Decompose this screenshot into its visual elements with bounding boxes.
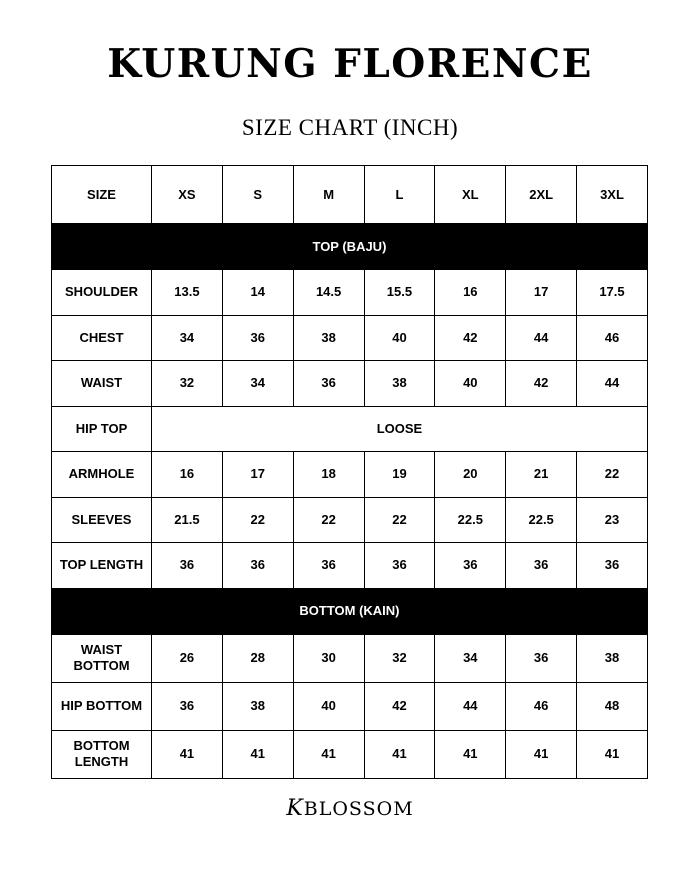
measurement-row-shoulder bbox=[52, 270, 648, 316]
measurement-value-xl: 36 bbox=[435, 543, 506, 589]
measurement-value-l: 15.5 bbox=[364, 270, 435, 316]
measurement-value-3xl: 23 bbox=[577, 497, 648, 543]
size-header-row bbox=[52, 166, 648, 224]
size-header-xs: XS bbox=[152, 166, 223, 224]
measurement-row-hip-top bbox=[52, 406, 648, 452]
measurement-value-3xl: 38 bbox=[577, 634, 648, 682]
measurement-label: TOP LENGTH bbox=[52, 543, 152, 589]
size-header-m: M bbox=[293, 166, 364, 224]
measurement-value-s: 36 bbox=[222, 543, 293, 589]
measurement-value-xl: 22.5 bbox=[435, 497, 506, 543]
measurement-label: HIP TOP bbox=[52, 406, 152, 452]
measurement-value-xl: 40 bbox=[435, 361, 506, 407]
measurement-value-l: 40 bbox=[364, 315, 435, 361]
measurement-value-l: 41 bbox=[364, 730, 435, 778]
measurement-value-3xl: 17.5 bbox=[577, 270, 648, 316]
measurement-value-2xl: 36 bbox=[506, 543, 577, 589]
measurement-value-xl: 20 bbox=[435, 452, 506, 498]
size-header-l: L bbox=[364, 166, 435, 224]
measurement-value-xl: 44 bbox=[435, 682, 506, 730]
section-title-bottom: BOTTOM (KAIN) bbox=[52, 588, 648, 634]
brand-name: BLOSSOM bbox=[303, 798, 414, 820]
section-title-top: TOP (BAJU) bbox=[52, 224, 648, 270]
measurement-value-m: 30 bbox=[293, 634, 364, 682]
measurement-value-xl: 16 bbox=[435, 270, 506, 316]
measurement-label: BOTTOM LENGTH bbox=[52, 730, 152, 778]
measurement-label: ARMHOLE bbox=[52, 452, 152, 498]
measurement-value-xs: 21.5 bbox=[152, 497, 223, 543]
measurement-value-m: 40 bbox=[293, 682, 364, 730]
measurement-row-armhole bbox=[52, 452, 648, 498]
measurement-value-l: 19 bbox=[364, 452, 435, 498]
measurement-value-m: 36 bbox=[293, 361, 364, 407]
measurement-value-xl: 34 bbox=[435, 634, 506, 682]
measurement-value-l: 42 bbox=[364, 682, 435, 730]
measurement-value-xs: 34 bbox=[152, 315, 223, 361]
measurement-value-s: 36 bbox=[222, 315, 293, 361]
measurement-value-2xl: 21 bbox=[506, 452, 577, 498]
measurement-value-2xl: 44 bbox=[506, 315, 577, 361]
measurement-value-s: 34 bbox=[222, 361, 293, 407]
size-header-s: S bbox=[222, 166, 293, 224]
measurement-value-3xl: 46 bbox=[577, 315, 648, 361]
measurement-label: HIP BOTTOM bbox=[52, 682, 152, 730]
measurement-row-waist-bottom bbox=[52, 634, 648, 682]
measurement-value-xl: 41 bbox=[435, 730, 506, 778]
measurement-value-2xl: 46 bbox=[506, 682, 577, 730]
measurement-row-chest bbox=[52, 315, 648, 361]
measurement-value-xs: 36 bbox=[152, 682, 223, 730]
chart-subtitle: SIZE CHART (INCH) bbox=[241, 115, 459, 140]
measurement-value-2xl: 17 bbox=[506, 270, 577, 316]
measurement-value-xs: 16 bbox=[152, 452, 223, 498]
measurement-value-xs: 41 bbox=[152, 730, 223, 778]
measurement-value-xs: 32 bbox=[152, 361, 223, 407]
measurement-label: WAIST bbox=[52, 361, 152, 407]
measurement-row-sleeves bbox=[52, 497, 648, 543]
measurement-label: SHOULDER bbox=[52, 270, 152, 316]
measurement-value-xs: 36 bbox=[152, 543, 223, 589]
brand-logo bbox=[0, 795, 700, 823]
measurement-value-2xl: 41 bbox=[506, 730, 577, 778]
measurement-value-xl: 42 bbox=[435, 315, 506, 361]
section-row-bottom bbox=[52, 588, 648, 634]
measurement-value-m: 38 bbox=[293, 315, 364, 361]
measurement-value-xs: 13.5 bbox=[152, 270, 223, 316]
size-header-xl: XL bbox=[435, 166, 506, 224]
measurement-value-m: 22 bbox=[293, 497, 364, 543]
measurement-value-3xl: 22 bbox=[577, 452, 648, 498]
measurement-value-s: 22 bbox=[222, 497, 293, 543]
measurement-value-2xl: 36 bbox=[506, 634, 577, 682]
measurement-value-xs: 26 bbox=[152, 634, 223, 682]
size-header-3xl: 3XL bbox=[577, 166, 648, 224]
measurement-value-s: 17 bbox=[222, 452, 293, 498]
measurement-value-m: 14.5 bbox=[293, 270, 364, 316]
measurement-value-3xl: 44 bbox=[577, 361, 648, 407]
measurement-value-s: 38 bbox=[222, 682, 293, 730]
measurement-value-m: 18 bbox=[293, 452, 364, 498]
measurement-row-top-length bbox=[52, 543, 648, 589]
measurement-value-l: 22 bbox=[364, 497, 435, 543]
size-header-2xl: 2XL bbox=[506, 166, 577, 224]
measurement-value-s: 14 bbox=[222, 270, 293, 316]
measurement-merged-value: LOOSE bbox=[152, 406, 648, 452]
brand-initial: K bbox=[286, 796, 304, 821]
measurement-value-m: 41 bbox=[293, 730, 364, 778]
page-title: KURUNG FLORENCE bbox=[107, 41, 593, 87]
section-row-top bbox=[52, 224, 648, 270]
measurement-value-s: 28 bbox=[222, 634, 293, 682]
measurement-value-3xl: 41 bbox=[577, 730, 648, 778]
measurement-value-l: 38 bbox=[364, 361, 435, 407]
measurement-label: WAIST BOTTOM bbox=[52, 634, 152, 682]
measurement-value-l: 32 bbox=[364, 634, 435, 682]
measurement-value-2xl: 42 bbox=[506, 361, 577, 407]
size-header-label: SIZE bbox=[52, 166, 152, 224]
measurement-value-l: 36 bbox=[364, 543, 435, 589]
measurement-label: CHEST bbox=[52, 315, 152, 361]
measurement-value-2xl: 22.5 bbox=[506, 497, 577, 543]
measurement-row-waist bbox=[52, 361, 648, 407]
size-chart-table bbox=[51, 165, 648, 779]
measurement-value-3xl: 48 bbox=[577, 682, 648, 730]
measurement-value-3xl: 36 bbox=[577, 543, 648, 589]
measurement-value-s: 41 bbox=[222, 730, 293, 778]
measurement-label: SLEEVES bbox=[52, 497, 152, 543]
measurement-value-m: 36 bbox=[293, 543, 364, 589]
measurement-row-bottom-length bbox=[52, 730, 648, 778]
measurement-row-hip-bottom bbox=[52, 682, 648, 730]
